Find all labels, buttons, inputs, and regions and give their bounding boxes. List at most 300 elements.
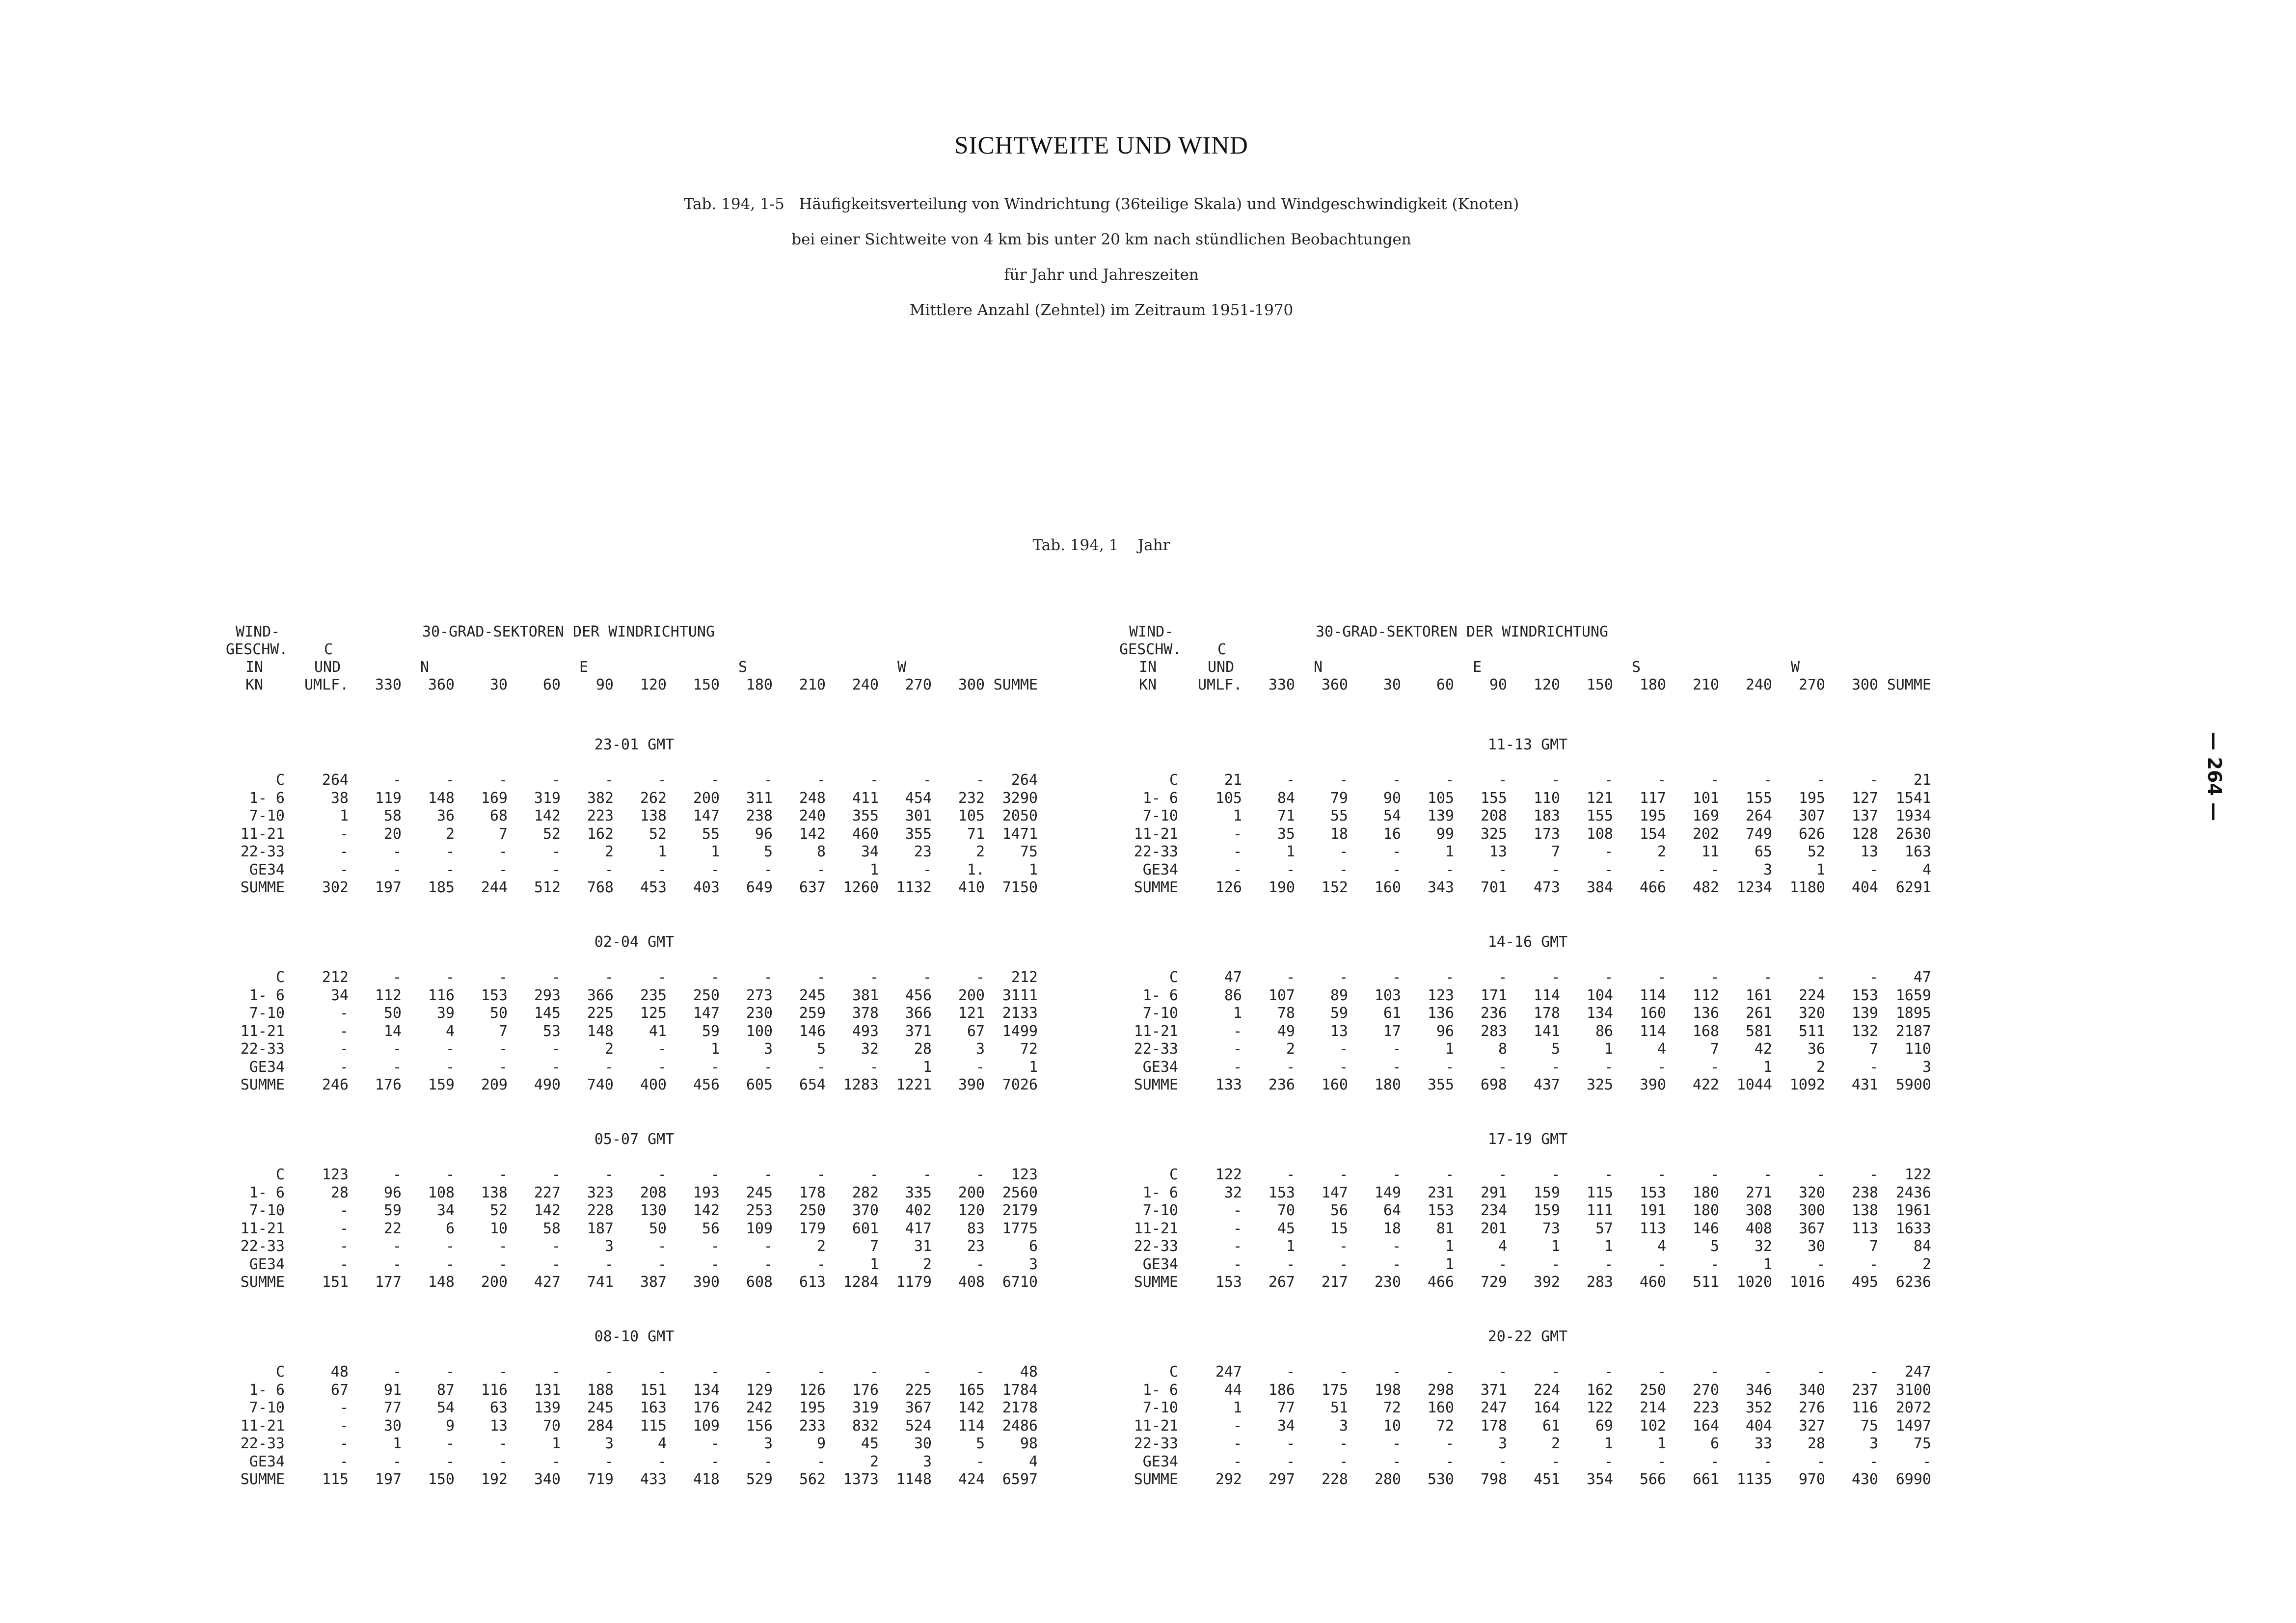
table-cell: 160 xyxy=(1374,879,1401,896)
table-cell: 209 xyxy=(481,1076,508,1093)
table-cell: - xyxy=(816,1363,826,1381)
table-cell: 2 xyxy=(869,1453,879,1470)
table-cell: 161 xyxy=(1745,986,1772,1004)
table-cell: 13 xyxy=(489,1417,508,1435)
table-cell: 8 xyxy=(1498,1040,1507,1058)
table-cell: 5 xyxy=(1710,1238,1719,1255)
table-cell: 424 xyxy=(958,1471,985,1488)
column-header: 210 xyxy=(799,676,826,693)
table-cell: 1 xyxy=(392,1435,402,1452)
table-cell: 115 xyxy=(322,1471,349,1488)
table-cell: 119 xyxy=(375,789,402,807)
caption-line-1: Tab. 194, 1-5 Häufigkeitsverteilung von Windrichtung (36teilige Skala) und Windgeschwindigkeit (Knoten) xyxy=(683,195,1519,213)
table-cell: - xyxy=(339,1005,349,1022)
table-cell: - xyxy=(1445,969,1454,986)
table-cell: 109 xyxy=(693,1417,720,1435)
table-cell: 50 xyxy=(648,1220,667,1237)
row-label: 1- 6 xyxy=(1142,1381,1178,1399)
row-label: C xyxy=(275,1166,285,1183)
header-c: C xyxy=(1217,641,1227,658)
table-cell: 238 xyxy=(1851,1184,1878,1201)
column-header: 90 xyxy=(1489,676,1507,693)
table-cell: - xyxy=(1233,861,1242,878)
row-label: 11-21 xyxy=(1134,1220,1178,1237)
table-cell: - xyxy=(339,825,349,843)
column-header: 330 xyxy=(375,676,402,693)
table-cell: 105 xyxy=(958,807,985,825)
table-cell: - xyxy=(1657,1058,1666,1076)
table-cell: - xyxy=(1816,1363,1825,1381)
table-cell: 400 xyxy=(640,1076,667,1093)
table-cell: - xyxy=(604,1255,614,1273)
table-cell: 142 xyxy=(534,807,561,825)
table-cell: 176 xyxy=(693,1399,720,1416)
table-cell: - xyxy=(657,1166,667,1183)
table-cell: 404 xyxy=(1745,1417,1772,1435)
table-cell: 4 xyxy=(1498,1238,1507,1255)
table-cell: 264 xyxy=(322,772,349,789)
table-cell: 335 xyxy=(905,1184,932,1201)
table-cell: - xyxy=(1604,1166,1613,1183)
table-cell: 1 xyxy=(1604,1435,1613,1452)
page-number: — 264 — xyxy=(2203,732,2225,821)
table-cell: 230 xyxy=(746,1005,773,1022)
table-cell: - xyxy=(763,1453,773,1470)
table-panel-right xyxy=(1119,623,1983,1507)
header-sectors-title: 30-GRAD-SEKTOREN DER WINDRICHTUNG xyxy=(422,623,715,640)
table-cell: 417 xyxy=(905,1220,932,1237)
table-cell: 50 xyxy=(383,1005,402,1022)
table-cell: - xyxy=(1657,861,1666,878)
table-cell: 225 xyxy=(905,1381,932,1399)
table-cell: 155 xyxy=(1480,789,1507,807)
table-cell: 490 xyxy=(534,1076,561,1093)
table-cell: 39 xyxy=(436,1005,455,1022)
table-cell: 20 xyxy=(383,825,402,843)
table-cell: 123 xyxy=(322,1166,349,1183)
table-cell: - xyxy=(1763,969,1772,986)
table-cell: - xyxy=(1816,772,1825,789)
table-cell: - xyxy=(922,1363,932,1381)
table-cell: 200 xyxy=(481,1274,508,1291)
table-cell: 292 xyxy=(1215,1471,1242,1488)
table-cell: - xyxy=(339,1399,349,1416)
table-cell: 141 xyxy=(1533,1022,1560,1040)
table-cell: 13 xyxy=(1489,843,1507,860)
table-cell: 52 xyxy=(648,825,667,843)
table-cell: 126 xyxy=(1215,879,1242,896)
column-header: 360 xyxy=(428,676,455,693)
table-cell: 159 xyxy=(428,1076,455,1093)
table-cell: 352 xyxy=(1745,1399,1772,1416)
table-cell: 3 xyxy=(604,1435,614,1452)
table-cell: 107 xyxy=(1268,986,1295,1004)
table-cell: 2 xyxy=(975,843,985,860)
table-cell: 264 xyxy=(1745,807,1772,825)
table-cell: 23 xyxy=(914,843,932,860)
column-header: 360 xyxy=(1321,676,1348,693)
table-cell: - xyxy=(551,1238,561,1255)
table-cell: 149 xyxy=(1374,1184,1401,1201)
table-cell: 71 xyxy=(967,825,985,843)
table-cell: - xyxy=(1869,861,1878,878)
table-cell: 136 xyxy=(1692,1005,1719,1022)
table-cell: 248 xyxy=(799,789,826,807)
table-cell: 113 xyxy=(1639,1220,1666,1237)
row-label: 1- 6 xyxy=(249,1184,285,1201)
table-cell: 129 xyxy=(746,1381,773,1399)
table-cell: - xyxy=(657,969,667,986)
table-cell: - xyxy=(1657,1453,1666,1470)
table-cell: 96 xyxy=(1436,1022,1454,1040)
header-c: C xyxy=(324,641,333,658)
table-cell: 155 xyxy=(1745,789,1772,807)
table-cell: 387 xyxy=(640,1274,667,1291)
table-cell: 319 xyxy=(852,1399,879,1416)
table-cell: - xyxy=(1339,861,1348,878)
table-cell: 87 xyxy=(436,1381,455,1399)
table-cell: - xyxy=(1551,772,1560,789)
table-cell: - xyxy=(1657,1166,1666,1183)
table-cell: 159 xyxy=(1533,1202,1560,1219)
table-cell: - xyxy=(1339,772,1348,789)
table-cell: 55 xyxy=(702,825,720,843)
column-header: 150 xyxy=(1586,676,1613,693)
table-cell: - xyxy=(551,1363,561,1381)
table-cell: 1 xyxy=(1763,1255,1772,1273)
table-cell: 105 xyxy=(1427,789,1454,807)
table-cell: - xyxy=(1604,1363,1613,1381)
row-label: SUMME xyxy=(1134,1076,1178,1093)
table-cell: 261 xyxy=(1745,1005,1772,1022)
table-cell: 133 xyxy=(1215,1076,1242,1093)
table-cell: - xyxy=(975,1166,985,1183)
table-cell: 418 xyxy=(693,1471,720,1488)
table-cell: - xyxy=(710,1058,720,1076)
table-cell: - xyxy=(1286,772,1295,789)
table-cell: - xyxy=(498,1058,508,1076)
table-cell: 195 xyxy=(1639,807,1666,825)
table-cell: 169 xyxy=(481,789,508,807)
table-cell: 390 xyxy=(1639,1076,1666,1093)
table-cell: - xyxy=(392,1238,402,1255)
table-cell: 138 xyxy=(481,1184,508,1201)
table-cell: 1 xyxy=(1028,1058,1038,1076)
table-cell: - xyxy=(604,1166,614,1183)
table-cell: 422 xyxy=(1692,1076,1719,1093)
table-cell: 142 xyxy=(534,1202,561,1219)
table-cell: 366 xyxy=(905,1005,932,1022)
table-cell: 1659 xyxy=(1895,986,1931,1004)
table-cell: 7 xyxy=(869,1238,879,1255)
table-cell: 392 xyxy=(1533,1274,1560,1291)
table-cell: 250 xyxy=(799,1202,826,1219)
row-label: 1- 6 xyxy=(1142,986,1178,1004)
table-cell: 1961 xyxy=(1895,1202,1931,1219)
table-cell: 1 xyxy=(710,1040,720,1058)
table-cell: 325 xyxy=(1586,1076,1613,1093)
table-cell: 147 xyxy=(693,1005,720,1022)
table-cell: 273 xyxy=(746,986,773,1004)
table-cell: 250 xyxy=(1639,1381,1666,1399)
table-cell: - xyxy=(1339,1058,1348,1076)
table-cell: - xyxy=(975,1255,985,1273)
table-cell: 367 xyxy=(1798,1220,1825,1237)
table-cell: 280 xyxy=(1374,1471,1401,1488)
table-cell: 5 xyxy=(1551,1040,1560,1058)
table-cell: 152 xyxy=(1321,879,1348,896)
table-cell: 291 xyxy=(1480,1184,1507,1201)
table-cell: - xyxy=(763,772,773,789)
table-cell: 200 xyxy=(958,986,985,1004)
table-cell: 18 xyxy=(1383,1220,1401,1237)
table-cell: 245 xyxy=(799,986,826,1004)
table-cell: 327 xyxy=(1798,1417,1825,1435)
table-cell: - xyxy=(498,1363,508,1381)
table-cell: 1044 xyxy=(1736,1076,1772,1093)
table-cell: 1 xyxy=(1028,861,1038,878)
table-cell: 371 xyxy=(1480,1381,1507,1399)
table-cell: 581 xyxy=(1745,1022,1772,1040)
table-cell: 1471 xyxy=(1002,825,1038,843)
table-cell: 136 xyxy=(1427,1005,1454,1022)
table-cell: 168 xyxy=(1692,1022,1719,1040)
table-cell: - xyxy=(1816,969,1825,986)
table-cell: 5 xyxy=(975,1435,985,1452)
table-cell: - xyxy=(1339,843,1348,860)
table-cell: 228 xyxy=(587,1202,614,1219)
table-cell: 427 xyxy=(534,1274,561,1291)
table-cell: 433 xyxy=(640,1471,667,1488)
table-cell: - xyxy=(498,1453,508,1470)
table-cell: 236 xyxy=(1480,1005,1507,1022)
table-cell: 150 xyxy=(428,1471,455,1488)
table-cell: 1020 xyxy=(1736,1274,1772,1291)
table-cell: - xyxy=(1551,1166,1560,1183)
table-cell: 151 xyxy=(640,1381,667,1399)
table-cell: - xyxy=(445,1255,455,1273)
table-cell: 142 xyxy=(799,825,826,843)
table-cell: - xyxy=(1445,1058,1454,1076)
table-cell: 613 xyxy=(799,1274,826,1291)
table-cell: 122 xyxy=(1215,1166,1242,1183)
table-cell: - xyxy=(1498,861,1507,878)
row-label: GE34 xyxy=(1142,861,1178,878)
table-cell: - xyxy=(1551,861,1560,878)
table-cell: 96 xyxy=(755,825,773,843)
row-label: 22-33 xyxy=(1134,843,1178,860)
table-cell: 264 xyxy=(1011,772,1038,789)
table-cell: 176 xyxy=(375,1076,402,1093)
table-cell: 1 xyxy=(1233,1399,1242,1416)
table-cell: 156 xyxy=(746,1417,773,1435)
table-cell: - xyxy=(1604,969,1613,986)
header-und: UND xyxy=(1208,659,1235,676)
table-cell: - xyxy=(816,1166,826,1183)
table-cell: 173 xyxy=(1533,825,1560,843)
table-cell: 1 xyxy=(339,807,349,825)
table-cell: 188 xyxy=(587,1381,614,1399)
table-cell: - xyxy=(1710,1255,1719,1273)
row-label: GE34 xyxy=(249,1058,285,1076)
table-cell: 9 xyxy=(445,1417,455,1435)
table-cell: 153 xyxy=(1639,1184,1666,1201)
table-cell: 139 xyxy=(1427,807,1454,825)
row-label: 11-21 xyxy=(1134,1022,1178,1040)
table-cell: 7150 xyxy=(1002,879,1038,896)
table-cell: 72 xyxy=(1020,1040,1038,1058)
table-cell: 108 xyxy=(428,1184,455,1201)
table-cell: - xyxy=(710,1255,720,1273)
table-cell: 2 xyxy=(816,1238,826,1255)
table-cell: 301 xyxy=(905,807,932,825)
table-cell: 160 xyxy=(1639,1005,1666,1022)
table-cell: 63 xyxy=(489,1399,508,1416)
column-header: 120 xyxy=(1533,676,1560,693)
table-cell: 122 xyxy=(1586,1399,1613,1416)
table-cell: 1283 xyxy=(843,1076,879,1093)
table-cell: 100 xyxy=(746,1022,773,1040)
row-label: 11-21 xyxy=(240,1022,285,1040)
row-label: 7-10 xyxy=(249,1005,285,1022)
table-cell: 36 xyxy=(436,807,455,825)
table-cell: 355 xyxy=(905,825,932,843)
table-cell: - xyxy=(710,1363,720,1381)
table-cell: 1 xyxy=(869,861,879,878)
row-label: 11-21 xyxy=(1134,825,1178,843)
table-cell: 55 xyxy=(1330,807,1348,825)
table-cell: 15 xyxy=(1330,1220,1348,1237)
table-cell: 201 xyxy=(1480,1220,1507,1237)
table-cell: - xyxy=(339,1435,349,1452)
table-cell: 371 xyxy=(905,1022,932,1040)
column-header: 150 xyxy=(693,676,720,693)
row-label: C xyxy=(275,1363,285,1381)
table-cell: 366 xyxy=(587,986,614,1004)
table-cell: 370 xyxy=(852,1202,879,1219)
table-cell: 56 xyxy=(1330,1202,1348,1219)
column-header: 240 xyxy=(1745,676,1772,693)
table-cell: 355 xyxy=(1427,1076,1454,1093)
table-cell: 75 xyxy=(1913,1435,1931,1452)
table-cell: 14 xyxy=(383,1022,402,1040)
table-cell: - xyxy=(339,843,349,860)
table-cell: 67 xyxy=(967,1022,985,1040)
table-cell: - xyxy=(339,1022,349,1040)
table-cell: 134 xyxy=(1586,1005,1613,1022)
table-cell: 53 xyxy=(542,1022,561,1040)
table-cell: 179 xyxy=(799,1220,826,1237)
table-cell: - xyxy=(1498,1058,1507,1076)
table-cell: 228 xyxy=(1321,1471,1348,1488)
table-cell: 608 xyxy=(746,1274,773,1291)
table-cell: - xyxy=(1657,772,1666,789)
table-cell: 195 xyxy=(1798,789,1825,807)
table-cell: - xyxy=(1392,1058,1401,1076)
table-cell: 227 xyxy=(534,1184,561,1201)
table-cell: - xyxy=(657,772,667,789)
table-cell: 1 xyxy=(1816,861,1825,878)
table-cell: 70 xyxy=(542,1417,561,1435)
table-cell: - xyxy=(657,1255,667,1273)
table-cell: 5 xyxy=(763,843,773,860)
block-time-label: 14-16 GMT xyxy=(1487,933,1568,951)
table-cell: 115 xyxy=(1586,1184,1613,1201)
table-cell: - xyxy=(1233,1417,1242,1435)
table-cell: - xyxy=(1392,1363,1401,1381)
table-cell: 340 xyxy=(534,1471,561,1488)
table-cell: 35 xyxy=(1277,825,1295,843)
table-cell: - xyxy=(763,1238,773,1255)
column-header: 120 xyxy=(640,676,667,693)
table-cell: - xyxy=(1339,1166,1348,1183)
row-label: SUMME xyxy=(240,1076,285,1093)
table-cell: 1895 xyxy=(1895,1005,1931,1022)
table-cell: - xyxy=(445,861,455,878)
table-cell: 59 xyxy=(702,1022,720,1040)
table-cell: 57 xyxy=(1595,1220,1613,1237)
table-cell: - xyxy=(551,969,561,986)
table-cell: 153 xyxy=(1268,1184,1295,1201)
table-cell: 1775 xyxy=(1002,1220,1038,1237)
row-label: 1- 6 xyxy=(249,789,285,807)
table-cell: 1 xyxy=(710,843,720,860)
table-cell: 38 xyxy=(330,789,349,807)
column-header: 30 xyxy=(489,676,508,693)
table-cell: 1 xyxy=(1286,843,1295,860)
table-cell: 300 xyxy=(1798,1202,1825,1219)
table-cell: - xyxy=(498,969,508,986)
row-label: SUMME xyxy=(240,1471,285,1488)
table-cell: 13 xyxy=(1330,1022,1348,1040)
table-cell: 208 xyxy=(1480,807,1507,825)
table-cell: 7 xyxy=(1869,1040,1878,1058)
row-label: 22-33 xyxy=(240,1435,285,1452)
row-label: 7-10 xyxy=(1142,1202,1178,1219)
table-cell: - xyxy=(763,1166,773,1183)
table-cell: - xyxy=(1604,861,1613,878)
table-cell: 110 xyxy=(1533,789,1560,807)
table-cell: - xyxy=(392,861,402,878)
table-cell: - xyxy=(604,969,614,986)
row-label: 22-33 xyxy=(240,1040,285,1058)
table-cell: - xyxy=(763,969,773,986)
table-cell: - xyxy=(551,772,561,789)
table-cell: 75 xyxy=(1860,1417,1878,1435)
table-cell: - xyxy=(657,1363,667,1381)
table-cell: 78 xyxy=(1277,1005,1295,1022)
table-cell: 1373 xyxy=(843,1471,879,1488)
table-cell: 6597 xyxy=(1002,1471,1038,1488)
table-cell: - xyxy=(1551,1255,1560,1273)
table-cell: - xyxy=(1869,1363,1878,1381)
table-cell: 217 xyxy=(1321,1274,1348,1291)
table-cell: 21 xyxy=(1224,772,1242,789)
table-cell: 177 xyxy=(375,1274,402,1291)
table-cell: - xyxy=(392,1166,402,1183)
table-cell: 1 xyxy=(1657,1435,1666,1452)
table-cell: 524 xyxy=(905,1417,932,1435)
table-cell: - xyxy=(1869,1058,1878,1076)
table-cell: 1234 xyxy=(1736,879,1772,896)
table-cell: 148 xyxy=(587,1022,614,1040)
table-cell: 2 xyxy=(604,843,614,860)
table-cell: 404 xyxy=(1851,879,1878,896)
table-cell: 51 xyxy=(1330,1399,1348,1416)
row-label: C xyxy=(275,969,285,986)
table-cell: 740 xyxy=(587,1076,614,1093)
table-cell: 109 xyxy=(746,1220,773,1237)
